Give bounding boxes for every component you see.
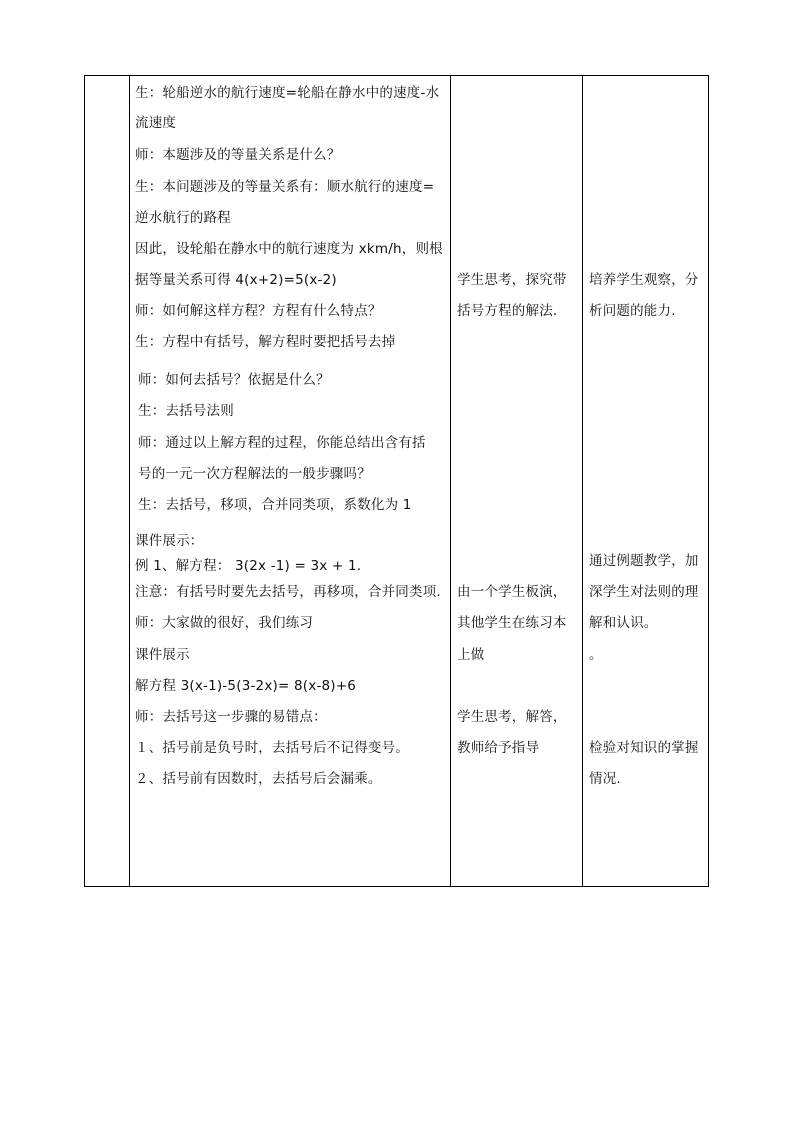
dialogue-line: 因此，设轮船在静水中的航行速度为 xkm/h，则根 [135,241,443,257]
activity-line: 上做 [457,647,485,663]
dialogue-line: 生：去括号法则 [138,403,234,419]
intent-line: 解和认识。 [589,615,658,631]
equation-line: 解方程 3(x-1)-5(3-2x)= 8(x-8)+6 [135,678,357,694]
column-divider [582,76,583,886]
activity-line: 学生思考，探究带 [457,272,567,288]
dialogue-line: 生：方程中有括号，解方程时要把括号去掉 [135,334,396,350]
intent-line: 深学生对法则的理 [589,584,699,600]
activity-line: 括号方程的解法. [457,303,558,319]
note-line: 注意：有括号时要先去括号，再移项，合并同类项. [135,584,441,600]
error-point-line: ２、括号前有因数时，去括号后会漏乘。 [135,771,382,787]
intent-line: 。 [589,647,603,663]
activity-line: 学生思考，解答， [457,709,567,725]
dialogue-line: 流速度 [135,115,177,131]
activity-line: 教师给予指导 [457,740,540,756]
equation-line: 据等量关系可得 4(x+2)=5(x-2) [135,272,337,288]
dialogue-line: 师：大家做的很好，我们练习 [135,615,314,631]
dialogue-line: 生：去括号，移项，合并同类项，系数化为 1 [138,497,412,513]
activity-line: 其他学生在练习本 [457,615,567,631]
intent-line: 检验对知识的掌握 [589,740,699,756]
section-label: 课件展示： [135,533,204,549]
dialogue-line: 师：如何去括号？依据是什么？ [138,372,330,388]
intent-line: 培养学生观察，分 [589,272,699,288]
dialogue-line: 逆水航行的路程 [135,210,231,226]
activity-line: 由一个学生板演， [457,584,567,600]
dialogue-line: 师：如何解这样方程？方程有什么特点？ [135,303,382,319]
dialogue-line: 师：通过以上解方程的过程，你能总结出含有括 [138,435,426,451]
intent-line: 情况. [589,771,621,787]
column-divider [450,76,451,886]
column-divider [129,76,130,886]
example-line: 例 1、解方程： 3(2x -1) = 3x + 1. [135,558,362,574]
dialogue-line: 号的一元一次方程解法的一般步骤吗？ [138,466,371,482]
dialogue-line: 生：轮船逆水的航行速度=轮船在静水中的速度-水 [135,85,440,101]
section-label: 课件展示 [135,647,190,663]
error-point-line: １、括号前是负号时，去括号后不记得变号。 [135,740,409,756]
dialogue-line: 师：去括号这一步骤的易错点： [135,709,327,725]
intent-line: 析问题的能力. [589,303,676,319]
dialogue-line: 生：本问题涉及的等量关系有：顺水航行的速度= [135,179,435,195]
intent-line: 通过例题教学，加 [589,553,699,569]
dialogue-line: 师：本题涉及的等量关系是什么？ [135,147,341,163]
